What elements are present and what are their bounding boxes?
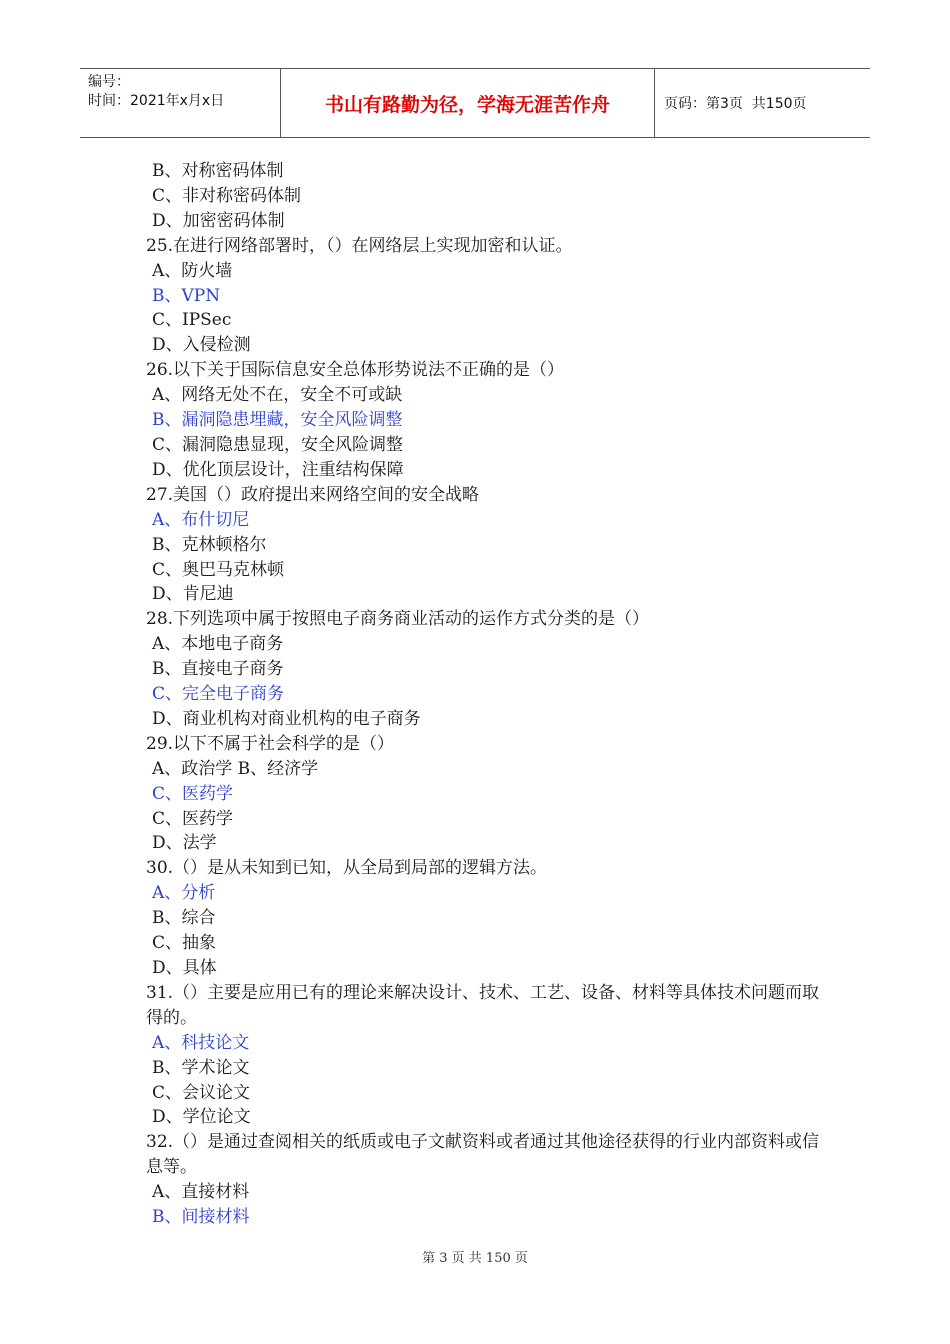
option-text: C、IPSec	[152, 310, 232, 331]
number-label: 编号：	[88, 74, 130, 90]
option-text: D、肯尼迪	[152, 584, 234, 605]
answer-option: C、完全电子商务	[152, 684, 285, 705]
option-text: A、网络无处不在，安全不可或缺	[152, 385, 403, 406]
option-text: C、非对称密码体制	[152, 185, 302, 206]
question-text: 29.以下不属于社会科学的是（）	[146, 733, 395, 754]
answer-option: A、分析	[152, 883, 216, 904]
question-text: 31.（）主要是应用已有的理论来解决设计、技术、工艺、设备、材料等具体技术问题而取得的。	[146, 982, 820, 1028]
option-text: D、商业机构对商业机构的电子商务	[152, 708, 421, 729]
header-meta	[80, 69, 280, 137]
time-label: 时间：2021年x月x日	[88, 93, 225, 109]
question-text: 30.（）是从未知到已知，从全局到局部的逻辑方法。	[146, 858, 548, 879]
page-header	[80, 68, 870, 138]
option-text: C、医药学	[152, 808, 234, 829]
option-text: D、入侵检测	[152, 335, 251, 356]
question-text: 28.下列选项中属于按照电子商务商业活动的运作方式分类的是（）	[146, 609, 650, 630]
header-page-info: 页码：第3页 共150页	[664, 96, 807, 112]
question-text: 26.以下关于国际信息安全总体形势说法不正确的是（）	[146, 360, 565, 381]
option-text: A、本地电子商务	[152, 634, 284, 655]
option-text: D、具体	[152, 958, 217, 978]
question-text: 27.美国（）政府提出来网络空间的安全战略	[146, 484, 480, 505]
question-text: 32.（）是通过查阅相关的纸质或电子文献资料或者通过其他途径获得的行业内部资料或信息等。	[146, 1132, 820, 1178]
option-text: B、学术论文	[152, 1057, 250, 1078]
answer-option: C、医药学	[152, 783, 234, 804]
option-text: B、对称密码体制	[152, 161, 284, 181]
option-text: C、漏洞隐患显现，安全风险调整	[152, 434, 404, 455]
option-text: C、奥巴马克林顿	[152, 559, 285, 580]
option-text: B、克林顿格尔	[152, 534, 267, 555]
option-text: B、综合	[152, 908, 216, 929]
answer-option: B、VPN	[152, 285, 221, 306]
question-list	[146, 159, 826, 1230]
option-text: C、会议论文	[152, 1082, 251, 1103]
option-text: D、加密密码体制	[152, 210, 285, 231]
option-text: A、政治学 B、经济学	[152, 758, 319, 779]
option-text: D、法学	[152, 833, 217, 854]
page-footer: 第 3 页 共 150 页	[422, 1251, 528, 1266]
answer-option: B、漏洞隐患埋藏，安全风险调整	[152, 410, 403, 431]
header-motto: 书山有路勤为径，学海无涯苦作舟	[280, 69, 655, 137]
answer-option: A、布什切尼	[152, 509, 250, 530]
question-text: 25.在进行网络部署时，（）在网络层上实现加密和认证。	[146, 235, 573, 256]
option-text: D、学位论文	[152, 1107, 251, 1128]
option-text: D、优化顶层设计，注重结构保障	[152, 459, 404, 480]
option-text: B、直接电子商务	[152, 659, 284, 680]
option-text: A、防火墙	[152, 260, 233, 281]
answer-option: A、科技论文	[152, 1032, 250, 1053]
option-text: C、抽象	[152, 933, 217, 954]
answer-option: B、间接材料	[152, 1207, 250, 1228]
option-text: A、直接材料	[152, 1182, 250, 1203]
